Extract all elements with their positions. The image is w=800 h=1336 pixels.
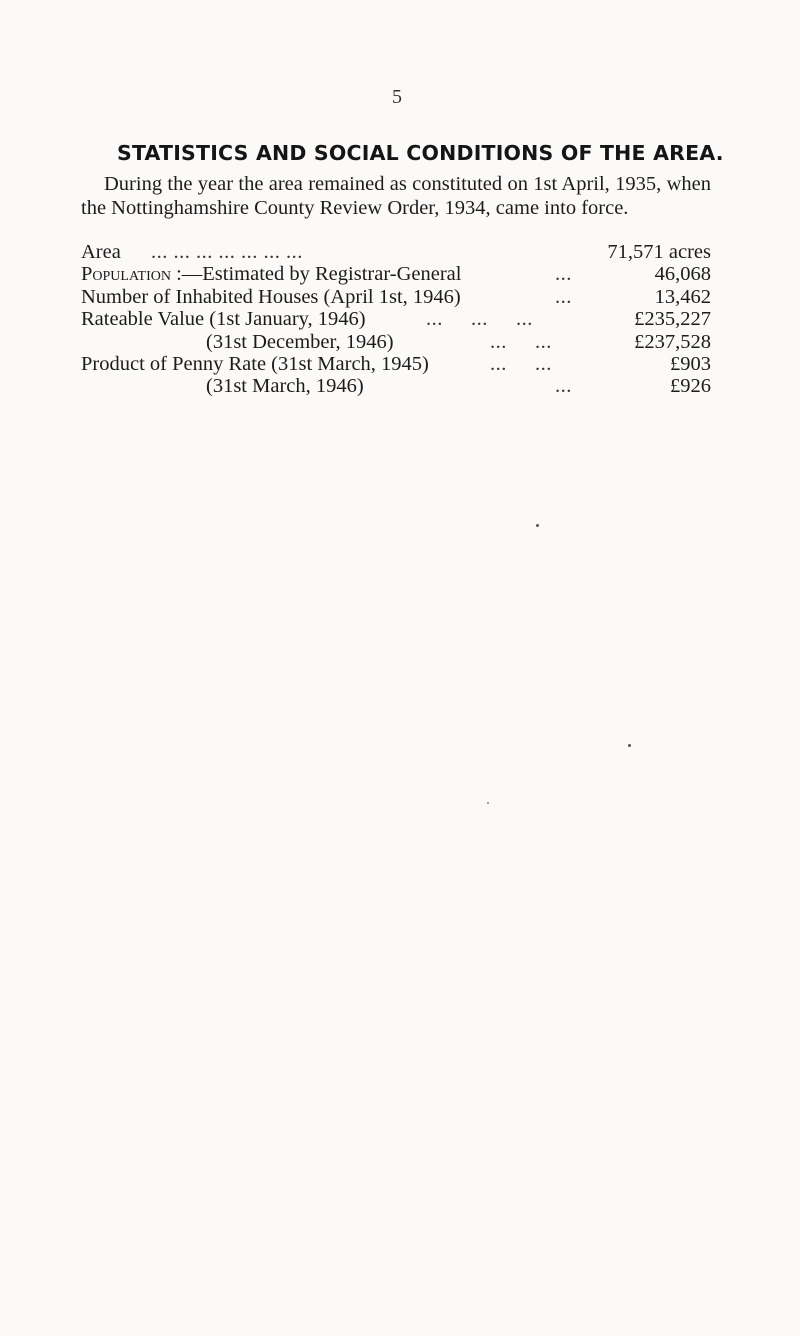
page-number: 5 — [392, 86, 402, 108]
stat-value-area: 71,571 acres — [607, 241, 711, 263]
stat-label-rateable-value-dec: (31st December, 1946) — [206, 330, 394, 353]
section-heading: STATISTICS AND SOCIAL CONDITIONS OF THE AREA. — [117, 141, 724, 165]
paper-speck — [536, 524, 539, 527]
dot-leader: ... — [555, 263, 572, 286]
stat-row-area — [81, 241, 711, 263]
stat-label-population — [81, 263, 461, 285]
stat-row-penny-rate-1946 — [81, 375, 711, 397]
paper-speck — [487, 802, 489, 804]
dot-leader: ... — [555, 375, 572, 398]
intro-paragraph — [81, 172, 711, 220]
dot-leader: ... ... — [490, 330, 552, 353]
dot-leader: ... — [555, 285, 572, 308]
stat-label-rateable-value-jan: Rateable Value (1st January, 1946) — [81, 308, 366, 331]
dot-leader: ... ... ... ... ... ... ... — [151, 241, 303, 263]
stat-row-rateable-value-jan — [81, 308, 711, 330]
dot-leader: ... ... — [490, 352, 552, 375]
stat-row-penny-rate-1945 — [81, 353, 711, 375]
population-label-small-caps: Population — [81, 263, 171, 286]
stat-value-penny-rate-1945: £903 — [670, 352, 711, 375]
stat-label-area: Area — [81, 241, 121, 263]
stat-value-penny-rate-1946: £926 — [670, 375, 711, 398]
paper-speck — [628, 744, 631, 747]
statistics-table — [81, 241, 711, 398]
stat-value-population: 46,068 — [654, 263, 711, 286]
stat-value-rateable-value-jan: £235,227 — [634, 308, 711, 331]
stat-value-houses: 13,462 — [654, 285, 711, 308]
intro-text: During the year the area remained as constituted on 1st April, 1935, when the Nottinghamshire County Review Order, 1934, came into force. — [81, 173, 711, 219]
stat-row-houses — [81, 286, 711, 308]
stat-label-penny-rate-1945: Product of Penny Rate (31st March, 1945) — [81, 352, 429, 375]
population-label-rest: :—Estimated by Registrar-General — [170, 263, 462, 286]
dot-leader: ... ... ... — [426, 308, 533, 331]
stat-label-penny-rate-1946: (31st March, 1946) — [206, 375, 364, 398]
stat-label-houses: Number of Inhabited Houses (April 1st, 1946) — [81, 285, 461, 308]
stat-row-population — [81, 263, 711, 285]
stat-value-rateable-value-dec: £237,528 — [634, 330, 711, 353]
stat-row-rateable-value-dec — [81, 331, 711, 353]
